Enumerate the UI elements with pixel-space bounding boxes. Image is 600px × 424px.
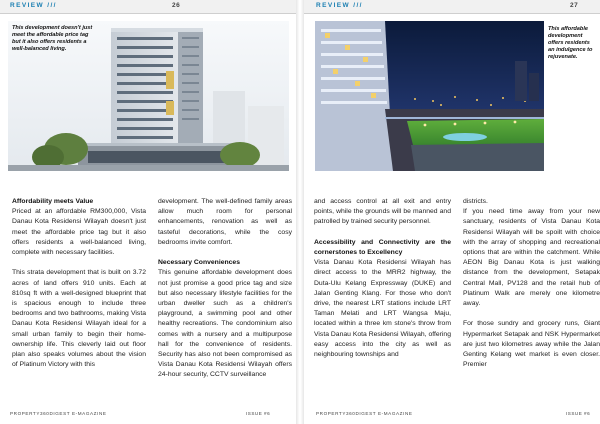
article-columns bbox=[314, 197, 600, 370]
magazine-name: PROPERTY360DIGEST E-MAGAZINE bbox=[10, 411, 107, 416]
text-column-1 bbox=[12, 197, 146, 381]
left-page-header bbox=[0, 0, 296, 14]
paragraph: This genuine affordable development does not just promise a good price tag and size but also necessary lifestyle facilities for the urban dweller such as a children's playground, a swimming pool and other healthy recreations. The condominium also comes with a nursery and a multipurpose hall for the convenience of residents. Security has also not been compromised as Vista Danau Kota Residensi Wilayah offers 24-hour security, CCTV surveillance bbox=[158, 269, 292, 379]
right-page-header bbox=[304, 0, 600, 14]
left-page bbox=[0, 0, 296, 424]
paragraph: For those sundry and grocery runs, Giant Hypermarket Setapak and NSK Hypermarket are just two kilometres away while the Jalan Genting Kelang wet market is even closer. Premier bbox=[463, 320, 600, 369]
section-heading: Affordability meets Value bbox=[12, 198, 94, 205]
paragraph: Vista Danau Kota Residensi Wilayah has direct access to the MRR2 highway, the Duta-Ulu Kelang Expressway (DUKE) and Jalan Genting Klang. For those who don't drive, the nearest LRT stations include LRT Taman Melati and LRT Wangsa Maju, located within a three km stone's throw from Vista Danau Kota Residensi Wilayah, offering easy access into the city as well as neighbouring townships and bbox=[314, 259, 451, 359]
page-footer bbox=[0, 411, 296, 419]
page-footer bbox=[304, 411, 600, 419]
text-column-2 bbox=[158, 197, 292, 381]
text-column-2 bbox=[463, 197, 600, 370]
article-columns bbox=[12, 197, 292, 381]
photo-caption: This development doesn't just meet the affordable price tag but it also offers residents a well-balanced living. bbox=[12, 25, 93, 52]
night-rooftop-photo bbox=[315, 21, 544, 171]
page-number: 26 bbox=[172, 2, 181, 9]
paragraph: This strata development that is built on 3.72 acres of land offers 910 units. Each at 810sq ft with a well-designed blueprint that is spacious enough to include three bedrooms and two bathrooms, making Vista Danau Kota Residensi Wilayah ideal for a small urban family to begin their home-ownership life. This cleverly laid out floor plan also speaks volumes about the vision of Platinum Victory with this bbox=[12, 269, 146, 369]
text-column-1 bbox=[314, 197, 451, 370]
paragraph: districts. bbox=[463, 198, 488, 205]
section-label: REVIEW /// bbox=[316, 2, 363, 9]
section-heading: Accessibility and Connectivity are the cornerstones to Excellency bbox=[314, 238, 451, 256]
magazine-name: PROPERTY360DIGEST E-MAGAZINE bbox=[316, 411, 413, 416]
paragraph: Priced at an affordable RM300,000, Vista Danau Kota Residensi Wilayah doesn't just meet the affordable price tag but it also offers residents a well-balanced living, complete with necessary facilities. bbox=[12, 208, 146, 257]
issue-number: ISSUE #6 bbox=[566, 411, 591, 416]
spine-gutter bbox=[296, 0, 304, 424]
issue-number: ISSUE #6 bbox=[246, 411, 271, 416]
photo-caption: This affordable development offers residents an indulgence to rejuvenate. bbox=[548, 26, 593, 60]
paragraph: development. The well-defined family areas allow much room for personal enhancements, renovation as well as tasteful decorations, while the cosy bedrooms invite comfort. bbox=[158, 198, 292, 246]
paragraph: If you need time away from your new sanctuary, residents of Vista Danau Kota Residensi Wilayah will be spoilt with choice with the array of shopping and recreational options that are within the catchment. While AEON Big Danau Kota is just walking distance from the development, Setapak Central Mall, PV128 and the retail hub of Platinum Walk are merely one kilometre away. bbox=[463, 208, 600, 308]
page-number: 27 bbox=[570, 2, 579, 9]
right-page bbox=[304, 0, 600, 424]
section-heading: Necessary Conveniences bbox=[158, 259, 240, 267]
paragraph: and access control at all exit and entry points, while the grounds will be manned and patrolled by trained security personnel. bbox=[314, 198, 451, 226]
section-label: REVIEW /// bbox=[10, 2, 57, 9]
